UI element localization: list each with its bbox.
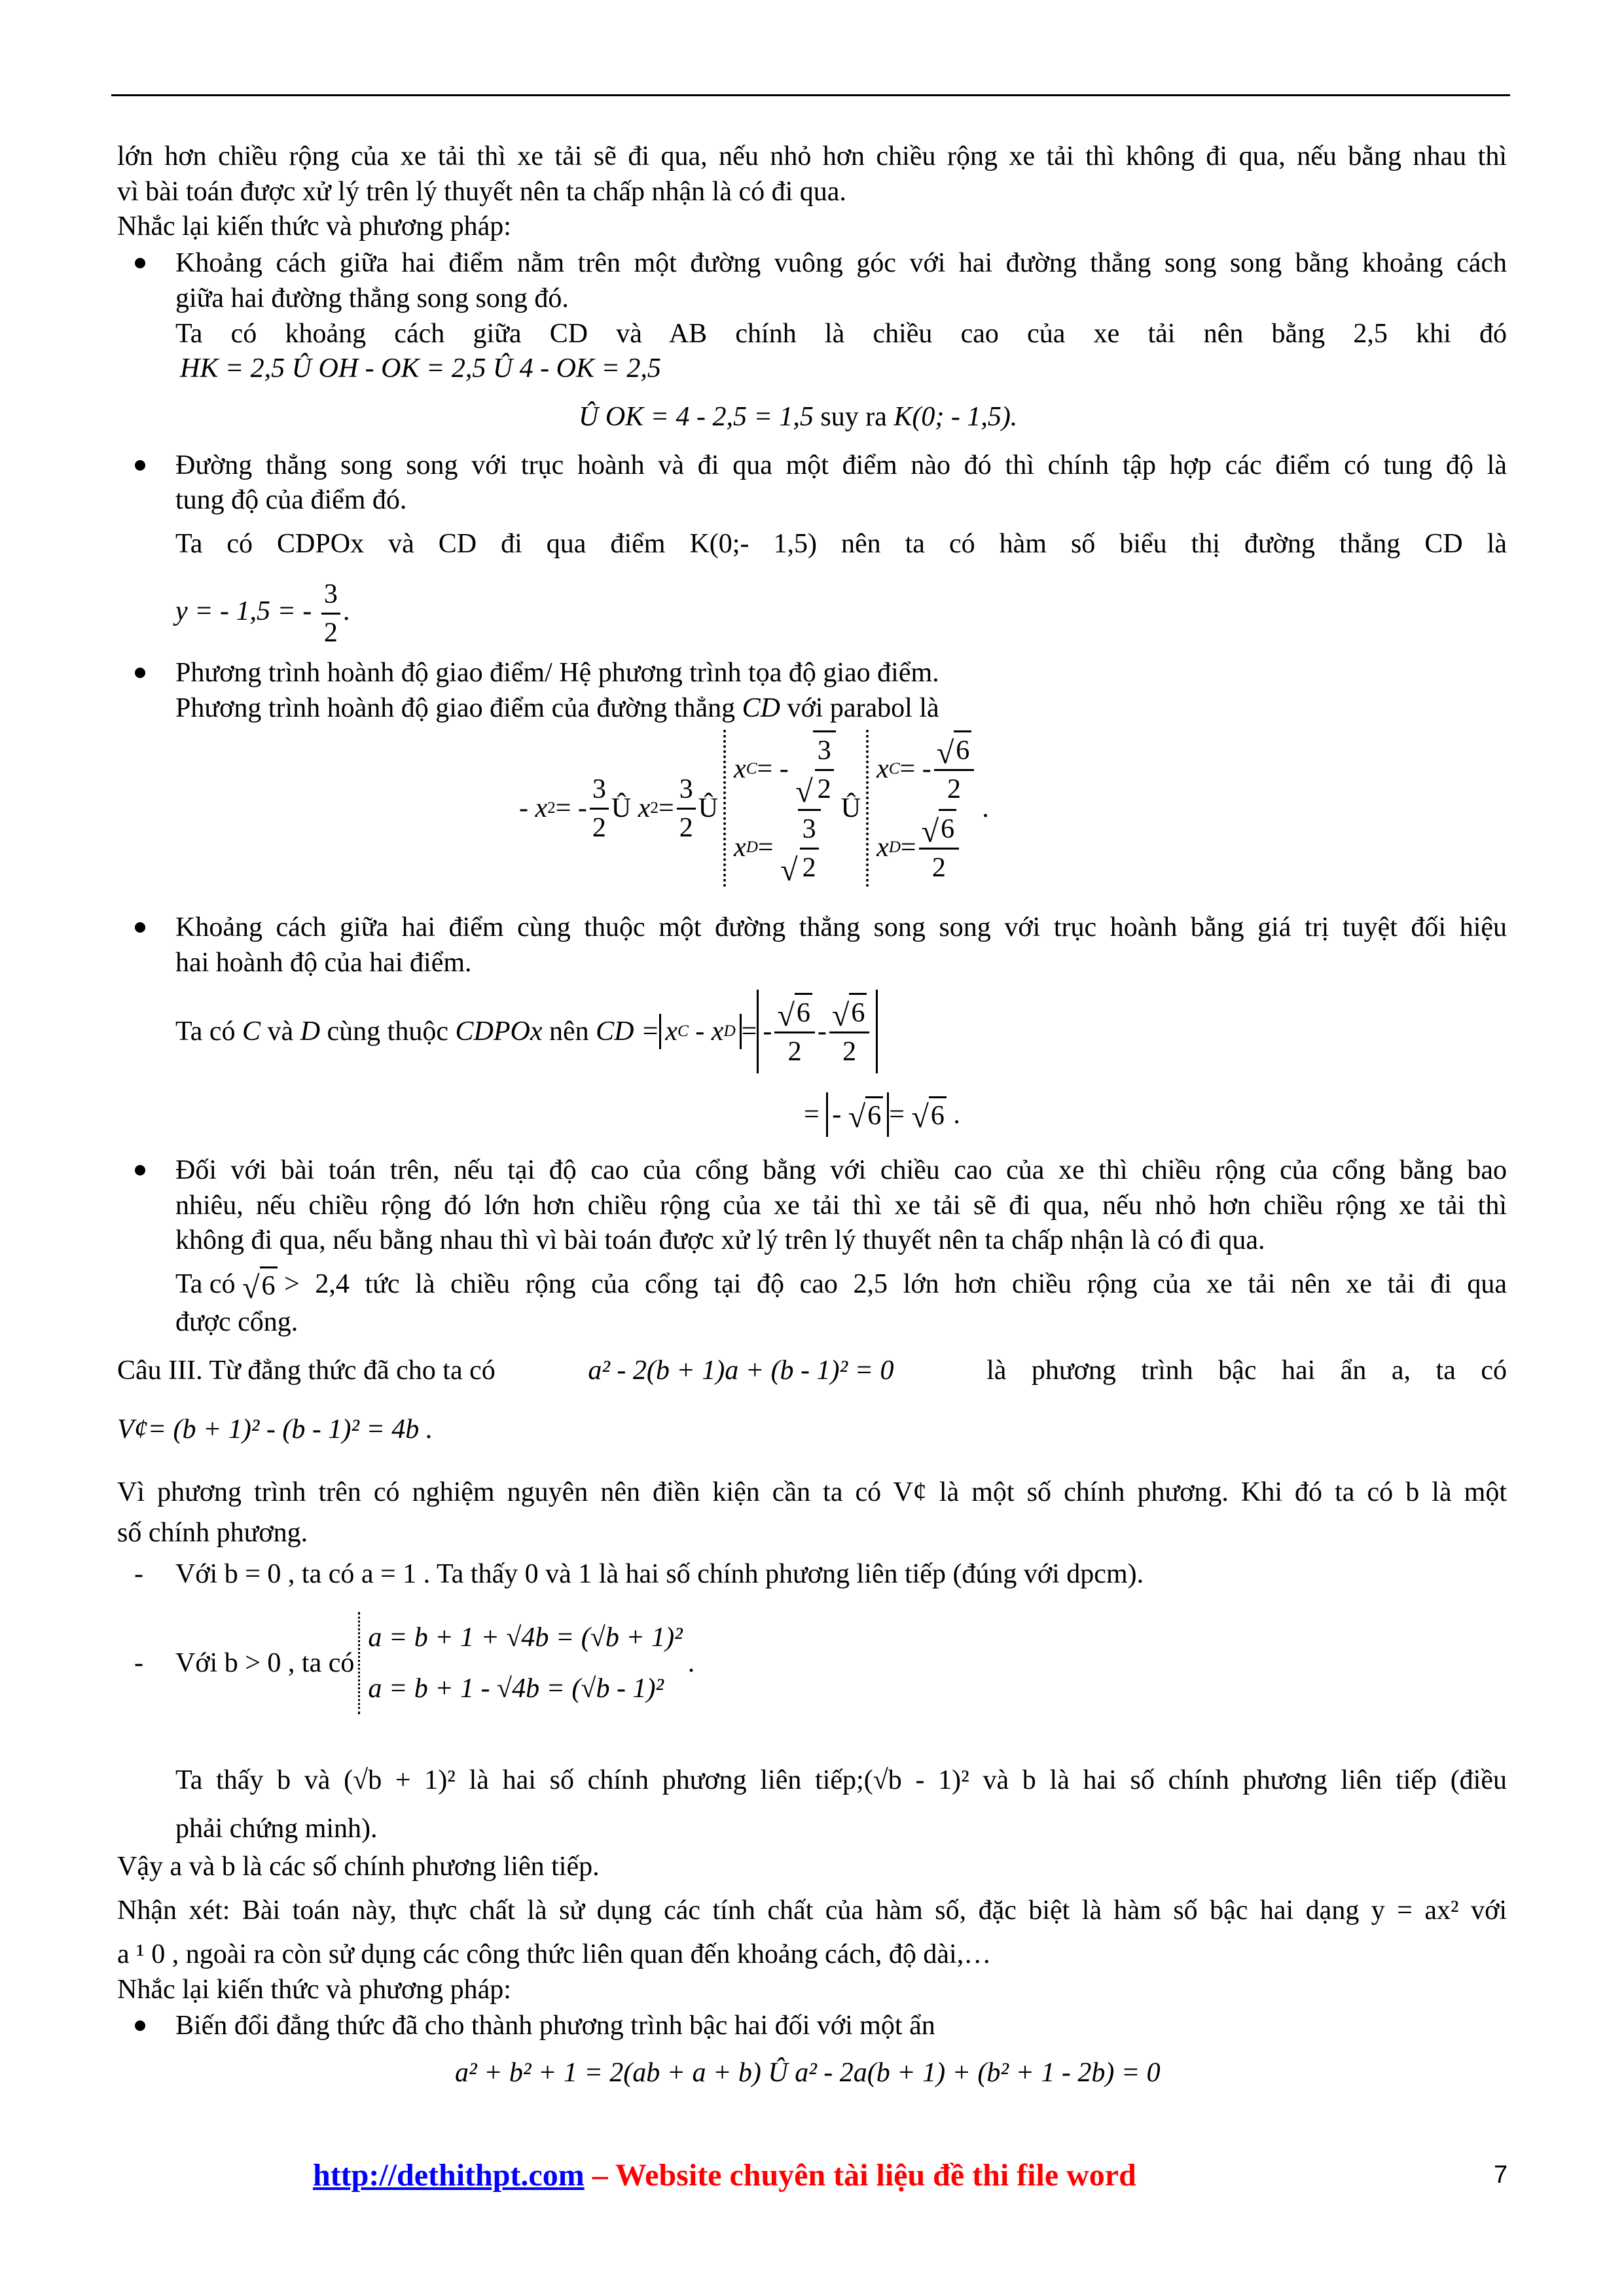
period: . [982, 793, 989, 823]
bullet-icon [135, 922, 145, 933]
bullet-icon [135, 668, 145, 678]
text-line: Ta có √ 6 > 2,4 tức là chiều rộng của cổng tại độ cao 2,5 lớn hơn chiều rộng của xe tải nên xe tải đi qua [175, 1266, 1507, 1304]
footer [313, 2157, 1136, 2193]
numerator: 3 [677, 771, 696, 810]
eq-part: = [659, 793, 674, 823]
exponent: 2 [547, 799, 556, 817]
period: . [342, 596, 350, 627]
minus: - [763, 1016, 772, 1047]
numerator: 3 [800, 811, 819, 850]
equation [175, 988, 1507, 1075]
equation-system [866, 730, 977, 887]
text-line: Đường thẳng song song với trục hoành và đi qua một điểm nào đó thì chính tập hợp các điểm có tung độ là [175, 450, 1507, 480]
section-heading: Nhắc lại kiến thức và phương pháp: [117, 1975, 511, 2005]
equation-row: a = b + 1 - √4b = (√b - 1)² [368, 1674, 664, 1704]
text-line: Vì phương trình trên có nghiệm nguyên nên điền kiện cần ta có V¢ là một số chính phương. Khi đó ta có b là một [117, 1477, 1507, 1507]
period: . [687, 1648, 695, 1678]
text-line: Nhận xét: Bài toán này, thực chất là sử dụng các tính chất của hàm số, đặc biệt là hàm số bậc hai dạng y = ax² với [117, 1895, 1507, 1926]
fraction: √ 6 2 [919, 809, 960, 886]
text-line: Biến đổi đẳng thức đã cho thành phương trình bậc hai đối với một ẩn [175, 2011, 935, 2041]
var: x [711, 1016, 724, 1047]
text-line: tung độ của điểm đó. [175, 485, 407, 515]
text: D [300, 1016, 321, 1047]
minus: - [817, 1016, 827, 1047]
equation [175, 576, 1507, 651]
text: và [267, 1016, 294, 1047]
denominator: 2 [947, 774, 961, 804]
text: CD = [596, 1016, 660, 1047]
fraction: √ 6 2 [774, 993, 815, 1070]
eq-part: = [900, 833, 916, 863]
eq-part: - x [519, 793, 548, 823]
radicand: 6 [865, 1096, 883, 1134]
dash-bullet: - [134, 1648, 143, 1678]
text: với parabol là [787, 693, 939, 723]
fraction [677, 771, 696, 846]
equation: a² - 2(b + 1)a + (b - 1)² = 0 [588, 1355, 894, 1386]
equation-part: Û OK = 4 - 2,5 = 1,5 [579, 402, 814, 432]
text: Phương trình hoành độ giao điểm của đường thẳng [175, 693, 736, 723]
text-line: hai hoành độ của hai điểm. [175, 948, 472, 978]
period: . [953, 1100, 960, 1130]
equals: = [741, 1016, 757, 1047]
website-link[interactable]: http://dethithpt.com [313, 2158, 585, 2193]
subscript: D [723, 1022, 736, 1040]
denominator: 2 [802, 853, 816, 883]
eq-part: = - [899, 754, 931, 784]
radicand: 6 [939, 809, 956, 848]
denominator: 2 [931, 853, 946, 883]
bullet-icon [135, 460, 145, 471]
radicand: 6 [849, 993, 867, 1031]
equation [579, 399, 1017, 435]
subscript: C [888, 760, 900, 778]
text: là phương trình bậc hai ẩn a, ta có [986, 1355, 1507, 1386]
equation: a² + b² + 1 = 2(ab + a + b) Û a² - 2a(b + 1) + (b² + 1 - 2b) = 0 [455, 2058, 1161, 2088]
subscript: D [888, 838, 901, 856]
fraction [321, 576, 340, 651]
minus: - [832, 1100, 842, 1130]
text-line: phải chứng minh). [175, 1814, 378, 1844]
minus: - [695, 1016, 705, 1047]
text-line: Khoảng cách giữa hai điểm nằm trên một đường vuông góc với hai đường thẳng song song bằng khoảng cách [175, 248, 1507, 278]
var: x [876, 833, 889, 863]
var: x [734, 754, 746, 784]
equals: = [804, 1100, 820, 1130]
bullet-icon [135, 1165, 145, 1175]
text-line: Vậy a và b là các số chính phương liên tiếp. [117, 1852, 600, 1882]
text-line: nhiêu, nếu chiều rộng đó lớn hơn chiều rộng của xe tải thì xe tải sẽ đi qua, nếu nhỏ hơn chiều rộng xe tải thì [175, 1191, 1507, 1221]
fraction: √ 6 2 [829, 993, 870, 1070]
iff-symbol: Û [611, 793, 632, 823]
dash-bullet: - [134, 1559, 143, 1589]
text-line: Đối với bài toán trên, nếu tại độ cao của cổng bằng với chiều cao của xe thì chiều rộng của cổng bằng bao [175, 1155, 1507, 1185]
denominator: 2 [787, 1037, 802, 1067]
absolute-value [659, 1014, 741, 1049]
numerator: 3 [321, 576, 340, 615]
text: Câu III. Từ đẳng thức đã cho ta có [117, 1355, 496, 1386]
absolute-value: - √ 6 [826, 1092, 889, 1137]
equation-part: y = - 1,5 = - [175, 596, 312, 627]
numerator: 3 [590, 771, 609, 810]
text-line: Khoảng cách giữa hai điểm cùng thuộc một đường thẳng song song với trục hoành bằng giá trị tuyệt đối hiệu [175, 912, 1507, 942]
radicand: 6 [954, 730, 971, 769]
text: Ta có [175, 1269, 236, 1299]
footer-tagline: – Website chuyên tài liệu đề thi file word [584, 2158, 1136, 2193]
equals: = [889, 1100, 905, 1130]
text-line: Phương trình hoành độ giao điểm/ Hệ phương trình tọa độ giao điểm. [175, 658, 939, 688]
exponent: 2 [650, 799, 659, 817]
text: > 2,4 tức là chiều rộng của cổng tại độ cao 2,5 lớn hơn chiều rộng của xe tải nên xe tải đi qua [284, 1269, 1507, 1299]
equation: HK = 2,5 Û OH - OK = 2,5 Û 4 - OK = 2,5 [180, 353, 661, 384]
absolute-value [757, 990, 878, 1073]
text: Với b > 0 , ta có [175, 1648, 355, 1678]
equation-row: a = b + 1 + √4b = (√b + 1)² [368, 1623, 683, 1653]
text-line [117, 1353, 1507, 1388]
text-line: a ¹ 0 , ngoài ra còn sử dụng các công thức liên quan đến khoảng cách, độ dài,… [117, 1939, 992, 1969]
radicand: 6 [929, 1096, 947, 1134]
text-line: giữa hai đường thẳng song song đó. [175, 283, 569, 314]
text: nên [549, 1016, 589, 1047]
denominator: 2 [817, 774, 831, 804]
bullet-icon [135, 2020, 145, 2031]
page-number: 7 [1494, 2161, 1508, 2189]
equation: V¢= (b + 1)² - (b - 1)² = 4b . [117, 1414, 433, 1444]
sqrt: √ $\frac{3}{2}$ [795, 730, 836, 808]
text-line: số chính phương. [117, 1518, 308, 1548]
equation-system [358, 1612, 682, 1714]
subscript: C [677, 1022, 689, 1040]
text-line: không đi qua, nếu bằng nhau thì vì bài toán được xử lý trên lý thuyết nên ta chấp nhận là có đi qua. [175, 1225, 1265, 1255]
eq-part: = [757, 833, 774, 863]
equation: = - √ 6 = √ 6 . [804, 1092, 960, 1138]
text: CD [742, 693, 781, 723]
fraction: √ 6 2 [934, 730, 975, 808]
radicand: 6 [260, 1266, 278, 1304]
denominator: 2 [842, 1037, 857, 1067]
eq-part: = - [555, 793, 587, 823]
eq-part: x [638, 793, 651, 823]
var: x [876, 754, 889, 784]
text: cùng thuộc [327, 1016, 448, 1047]
equation [175, 1594, 1507, 1732]
text-line: Ta thấy b và (√b + 1)² là hai số chính phương liên tiếp;(√b - 1)² và b là hai số chính phương liên tiếp (điều [175, 1765, 1507, 1795]
text: Ta có [175, 1016, 236, 1047]
iff-symbol: Û [698, 793, 719, 823]
text: CDPOx [455, 1016, 543, 1047]
denominator: 2 [679, 812, 693, 843]
iff-symbol: Û [840, 793, 861, 823]
denominator: 2 [323, 618, 338, 648]
numerator: 3 [815, 732, 834, 771]
section-heading: Nhắc lại kiến thức và phương pháp: [117, 211, 511, 242]
var: x [665, 1016, 677, 1047]
text: C [242, 1016, 261, 1047]
fraction [590, 771, 609, 846]
eq-part: = - [757, 754, 789, 784]
text-line: vì bài toán được xử lý trên lý thuyết nên ta chấp nhận là có đi qua. [117, 177, 846, 207]
text-line: lớn hơn chiều rộng của xe tải thì xe tải sẽ đi qua, nếu nhỏ hơn chiều rộng xe tải thì không đi qua, nếu bằng nhau thì [117, 141, 1507, 171]
denominator: 2 [592, 812, 606, 843]
equation-block [519, 726, 989, 890]
equation-system [723, 730, 836, 887]
subscript: C [746, 760, 757, 778]
radicand: 6 [795, 993, 812, 1031]
text-line [175, 691, 1507, 726]
bullet-icon [135, 258, 145, 268]
equation-part: K(0; - 1,5). [893, 402, 1018, 432]
text-line: Ta có CDPOx và CD đi qua điểm K(0;- 1,5) nên ta có hàm số biểu thị đường thẳng CD là [175, 529, 1507, 559]
sqrt: √ $\frac{3}{2}$ [780, 809, 821, 886]
text-line: Với b = 0 , ta có a = 1 . Ta thấy 0 và 1 là hai số chính phương liên tiếp (đúng với dpcm). [175, 1559, 1144, 1589]
header-rule [111, 94, 1510, 96]
equation-text: suy ra [820, 402, 887, 432]
subscript: D [746, 838, 758, 856]
text-line: Ta có khoảng cách giữa CD và AB chính là chiều cao của xe tải nên bằng 2,5 khi đó [175, 319, 1507, 349]
var: x [734, 833, 746, 863]
text-line: được cổng. [175, 1307, 298, 1337]
